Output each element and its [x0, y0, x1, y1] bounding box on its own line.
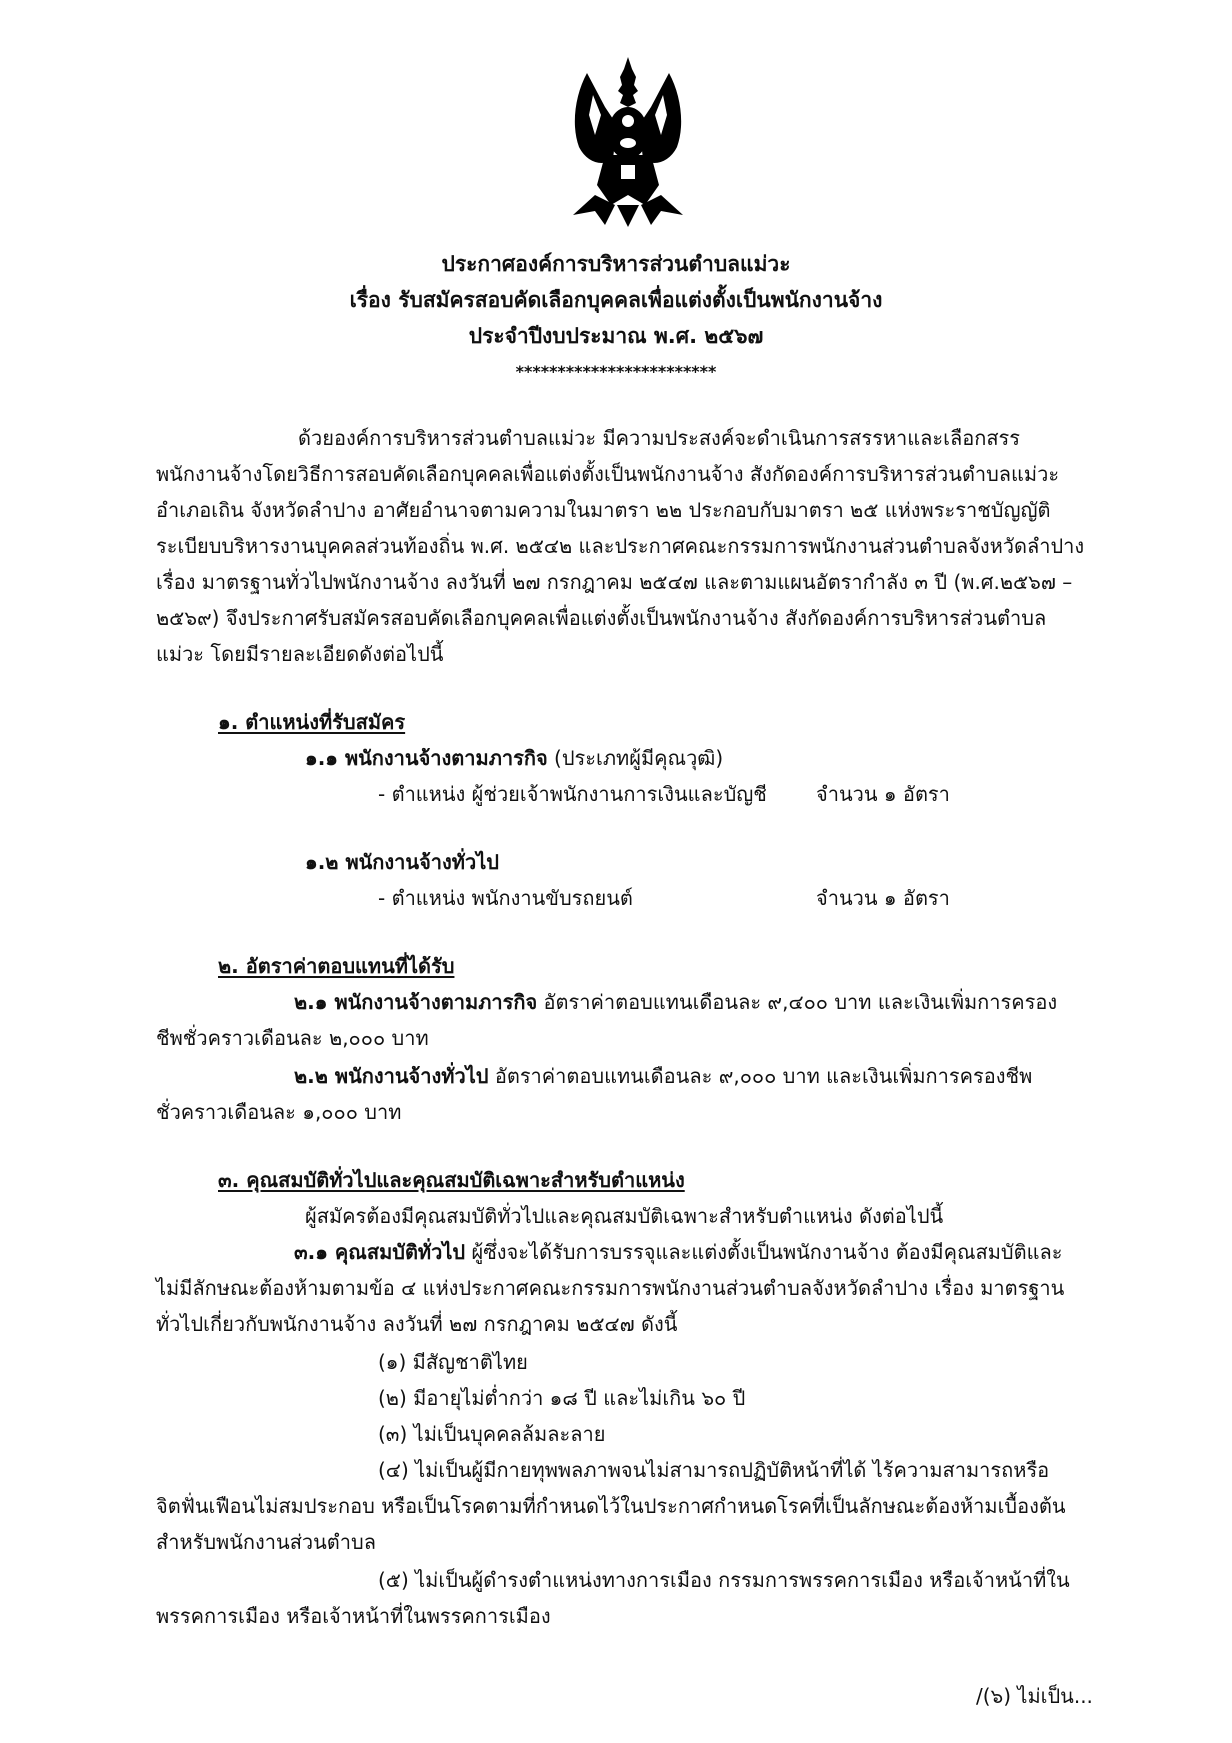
announcement-subject: เรื่อง รับสมัครสอบคัดเลือกบุคคลเพื่อแต่งตั้งเป็นพนักงานจ้าง — [349, 288, 883, 312]
separator-stars: ************************ — [515, 362, 717, 381]
section-2-2-label: ๒.๒ พนักงานจ้างทั่วไป — [294, 1064, 489, 1088]
intro-line-2: พนักงานจ้างโดยวิธีการสอบคัดเลือกบุคคลเพื่อแต่งตั้งเป็นพนักงานจ้าง สังกัดองค์การบริหารส่วนตำบลแม่วะ — [156, 462, 1060, 486]
section-2-1-cont: ชีพชั่วคราวเดือนละ ๒,๐๐๐ บาท — [156, 1026, 429, 1050]
fiscal-year-line: ประจำปีงบประมาณ พ.ศ. ๒๕๖๗ — [468, 324, 764, 348]
section-3-1-line — [294, 1240, 1063, 1264]
qualification-4-line-1: (๔) ไม่เป็นผู้มีกายทุพพลภาพจนไม่สามารถปฏิบัติหน้าที่ได้ ไร้ความสามารถหรือ — [378, 1458, 1050, 1482]
section-1-1-line — [305, 746, 723, 770]
intro-line-7: แม่วะ โดยมีรายละเอียดดังต่อไปนี้ — [156, 642, 444, 666]
section-1-1-label: ๑.๑ พนักงานจ้างตามภารกิจ — [305, 746, 548, 770]
garuda-emblem-icon — [565, 55, 691, 230]
qualification-4-line-3: สำหรับพนักงานส่วนตำบล — [156, 1530, 376, 1554]
qualification-3: (๓) ไม่เป็นบุคคลล้มละลาย — [378, 1422, 606, 1446]
intro-line-6: ๒๕๖๙) จึงประกาศรับสมัครสอบคัดเลือกบุคคลเพื่อแต่งตั้งเป็นพนักงานจ้าง สังกัดองค์การบริหารส่วนตำบล — [156, 606, 1047, 630]
section-2-2-cont: ชั่วคราวเดือนละ ๑,๐๐๐ บาท — [156, 1100, 402, 1124]
qualification-5-line-2: พรรคการเมือง หรือเจ้าหน้าที่ในพรรคการเมือง — [156, 1604, 551, 1628]
position-1: - ตำแหน่ง ผู้ช่วยเจ้าพนักงานการเงินและบัญชี — [378, 782, 767, 806]
section-1-heading: ๑. ตำแหน่งที่รับสมัคร — [218, 710, 406, 734]
intro-line-4: ระเบียบบริหารงานบุคคลส่วนท้องถิ่น พ.ศ. ๒๕๔๒ และประกาศคณะกรรมการพนักงานส่วนตำบลจังหวัดลำปาง — [156, 534, 1085, 558]
qualification-4-line-2: จิตฟั่นเฟือนไม่สมประกอบ หรือเป็นโรคตามที่กำหนดไว้ในประกาศกำหนดโรคที่เป็นลักษณะต้องห้ามเบื้องต้น — [156, 1494, 1066, 1518]
intro-line-1: ด้วยองค์การบริหารส่วนตำบลแม่วะ มีความประสงค์จะดำเนินการสรรหาและเลือกสรร — [298, 426, 1021, 450]
section-2-heading: ๒. อัตราค่าตอบแทนที่ได้รับ — [218, 954, 455, 978]
section-3-line-3: ทั่วไปเกี่ยวกับพนักงานจ้าง ลงวันที่ ๒๗ กรกฎาคม ๒๕๔๗ ดังนี้ — [156, 1312, 678, 1336]
announcement-title: ประกาศองค์การบริหารส่วนตำบลแม่วะ — [441, 252, 791, 276]
qualification-5-line-1: (๕) ไม่เป็นผู้ดำรงตำแหน่งทางการเมือง กรรมการพรรคการเมือง หรือเจ้าหน้าที่ใน — [378, 1568, 1070, 1592]
section-2-1-label: ๒.๑ พนักงานจ้างตามภารกิจ — [294, 990, 538, 1014]
section-1-1-note: (ประเภทผู้มีคุณวุฒิ) — [554, 746, 724, 770]
page-continuation: /(๖) ไม่เป็น... — [976, 1684, 1093, 1708]
section-2-2-line — [294, 1064, 1032, 1088]
qualification-1: (๑) มีสัญชาติไทย — [378, 1350, 528, 1374]
section-3-line-2: ไม่มีลักษณะต้องห้ามตามข้อ ๔ แห่งประกาศคณะกรรมการพนักงานส่วนตำบลจังหวัดลำปาง เรื่อง มาตรฐาน — [156, 1276, 1065, 1300]
section-3-1-label: ๓.๑ คุณสมบัติทั่วไป — [294, 1240, 466, 1264]
position-1-count: จำนวน ๑ อัตรา — [816, 782, 950, 806]
section-2-1-text: อัตราค่าตอบแทนเดือนละ ๙,๔๐๐ บาท และเงินเพิ่มการครอง — [543, 990, 1058, 1014]
intro-line-5: เรื่อง มาตรฐานทั่วไปพนักงานจ้าง ลงวันที่ ๒๗ กรกฎาคม ๒๕๔๗ และตามแผนอัตรากำลัง ๓ ปี (พ.ศ.๒๕๖๗ – — [156, 570, 1073, 594]
section-3-intro: ผู้สมัครต้องมีคุณสมบัติทั่วไปและคุณสมบัติเฉพาะสำหรับตำแหน่ง ดังต่อไปนี้ — [305, 1204, 944, 1228]
section-1-2-label: ๑.๒ พนักงานจ้างทั่วไป — [305, 850, 499, 874]
intro-line-3: อำเภอเถิน จังหวัดลำปาง อาศัยอำนาจตามความในมาตรา ๒๒ ประกอบกับมาตรา ๒๕ แห่งพระราชบัญญัติ — [156, 498, 1051, 522]
section-3-1-text: ผู้ซึ่งจะได้รับการบรรจุและแต่งตั้งเป็นพนักงานจ้าง ต้องมีคุณสมบัติและ — [471, 1240, 1063, 1264]
section-2-2-text: อัตราค่าตอบแทนเดือนละ ๙,๐๐๐ บาท และเงินเพิ่มการครองชีพ — [494, 1064, 1033, 1088]
section-2-1-line — [294, 990, 1057, 1014]
qualification-2: (๒) มีอายุไม่ต่ำกว่า ๑๘ ปี และไม่เกิน ๖๐ ปี — [378, 1386, 746, 1410]
position-2-count: จำนวน ๑ อัตรา — [816, 886, 950, 910]
position-2: - ตำแหน่ง พนักงานขับรถยนต์ — [378, 886, 633, 910]
section-3-heading: ๓. คุณสมบัติทั่วไปและคุณสมบัติเฉพาะสำหรับตำแหน่ง — [218, 1168, 685, 1192]
